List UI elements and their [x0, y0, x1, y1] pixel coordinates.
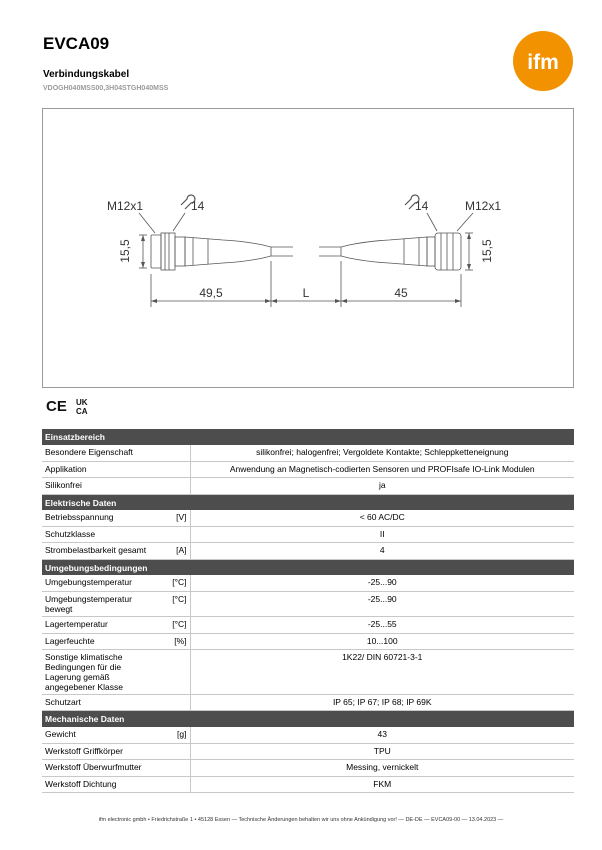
table-row: [42, 650, 574, 695]
svg-text:CA: CA: [76, 407, 88, 416]
row-value: 10...100: [190, 633, 574, 649]
right-height-label: 15,5: [480, 239, 494, 263]
row-label: Silikonfrei: [42, 478, 162, 494]
row-label: Werkstoff Griffkörper: [42, 743, 162, 759]
row-unit: [162, 776, 190, 792]
row-value: TPU: [190, 743, 574, 759]
row-value: silikonfrei; halogenfrei; Vergoldete Kontakte; Schleppketteneignung: [190, 445, 574, 461]
table-row: [42, 617, 574, 633]
table-row: [42, 575, 574, 591]
section-header: [42, 559, 574, 575]
row-unit: [162, 527, 190, 543]
part-number: VDOGH040MSS00,3H04STGH040MSS: [43, 85, 169, 92]
row-value: -25...90: [190, 592, 574, 617]
table-row: [42, 592, 574, 617]
table-row: [42, 478, 574, 494]
row-label: Strombelastbarkeit gesamt: [42, 543, 162, 559]
row-unit: [A]: [162, 543, 190, 559]
row-value: FKM: [190, 776, 574, 792]
row-unit: [162, 478, 190, 494]
wrench-icon: [181, 195, 419, 209]
row-unit: [%]: [162, 633, 190, 649]
row-value: -25...90: [190, 575, 574, 591]
section-header: [42, 494, 574, 510]
section-title: Umgebungsbedingungen: [42, 559, 574, 575]
ce-mark: CE: [46, 398, 67, 415]
row-label: Lagerfeuchte: [42, 633, 162, 649]
row-unit: [g]: [162, 727, 190, 743]
spec-table: [42, 429, 574, 793]
row-value: II: [190, 527, 574, 543]
section-title: Mechanische Daten: [42, 711, 574, 727]
row-unit: [162, 743, 190, 759]
table-row: [42, 633, 574, 649]
left-wrench-label: 14: [191, 199, 205, 213]
row-label: Lagertemperatur: [42, 617, 162, 633]
row-value: Messing, vernickelt: [190, 760, 574, 776]
left-height-label: 15,5: [118, 239, 132, 263]
row-unit: [162, 461, 190, 477]
row-label: Applikation: [42, 461, 162, 477]
row-value: ja: [190, 478, 574, 494]
table-row: [42, 695, 574, 711]
right-wrench-label: 14: [415, 199, 429, 213]
section-header: [42, 711, 574, 727]
footer: ifm electronic gmbh • Friedrichstraße 1 • 45128 Essen — Technische Änderungen behalten wir uns ohne Ankündigung vor! — DE-DE — EVCA09-00 — 13.04.2023 —: [98, 817, 504, 823]
row-value: Anwendung an Magnetisch-codierten Sensoren und PROFIsafe IO-Link Modulen: [190, 461, 574, 477]
row-label: Sonstige klimatische Bedingungen für die Lagerung gemäß angegebener Klasse: [42, 650, 162, 695]
product-subtitle: Verbindungskabel: [43, 69, 130, 80]
row-label: Schutzklasse: [42, 527, 162, 543]
row-value: < 60 AC/DC: [190, 510, 574, 526]
row-value: 4: [190, 543, 574, 559]
svg-text:UK: UK: [76, 398, 88, 407]
dimension-drawing: [42, 108, 574, 388]
row-label: Umgebungstemperatur: [42, 575, 162, 591]
row-label: Umgebungstemperatur bewegt: [42, 592, 162, 617]
row-value: IP 65; IP 67; IP 68; IP 69K: [190, 695, 574, 711]
logo-text: ifm: [527, 51, 559, 74]
row-label: Besondere Eigenschaft: [42, 445, 162, 461]
middle-length-label: L: [302, 286, 310, 300]
page-title: EVCA09: [43, 34, 110, 53]
row-value: -25...55: [190, 617, 574, 633]
row-unit: [162, 695, 190, 711]
table-row: [42, 727, 574, 743]
table-row: [42, 760, 574, 776]
table-row: [42, 776, 574, 792]
row-label: Schutzart: [42, 695, 162, 711]
row-unit: [°C]: [162, 575, 190, 591]
section-title: Elektrische Daten: [42, 494, 574, 510]
left-length-label: 49,5: [199, 286, 223, 300]
row-label: Werkstoff Dichtung: [42, 776, 162, 792]
row-unit: [V]: [162, 510, 190, 526]
table-row: [42, 527, 574, 543]
ifm-logo: [512, 30, 574, 92]
table-row: [42, 743, 574, 759]
right-thread-label: M12x1: [465, 199, 502, 213]
row-label: Werkstoff Überwurfmutter: [42, 760, 162, 776]
right-length-label: 45: [394, 286, 408, 300]
left-thread-label: M12x1: [107, 199, 144, 213]
section-title: Einsatzbereich: [42, 429, 574, 445]
row-unit: [162, 760, 190, 776]
section-header: [42, 429, 574, 445]
row-label: Gewicht: [42, 727, 162, 743]
row-unit: [°C]: [162, 617, 190, 633]
table-row: [42, 510, 574, 526]
table-row: [42, 461, 574, 477]
row-label: Betriebsspannung: [42, 510, 162, 526]
table-row: [42, 543, 574, 559]
certification-marks: [46, 396, 100, 416]
row-unit: [162, 445, 190, 461]
row-unit: [162, 650, 190, 695]
table-row: [42, 445, 574, 461]
row-unit: [°C]: [162, 592, 190, 617]
row-value: 43: [190, 727, 574, 743]
row-value: 1K22/ DIN 60721-3-1: [190, 650, 574, 695]
